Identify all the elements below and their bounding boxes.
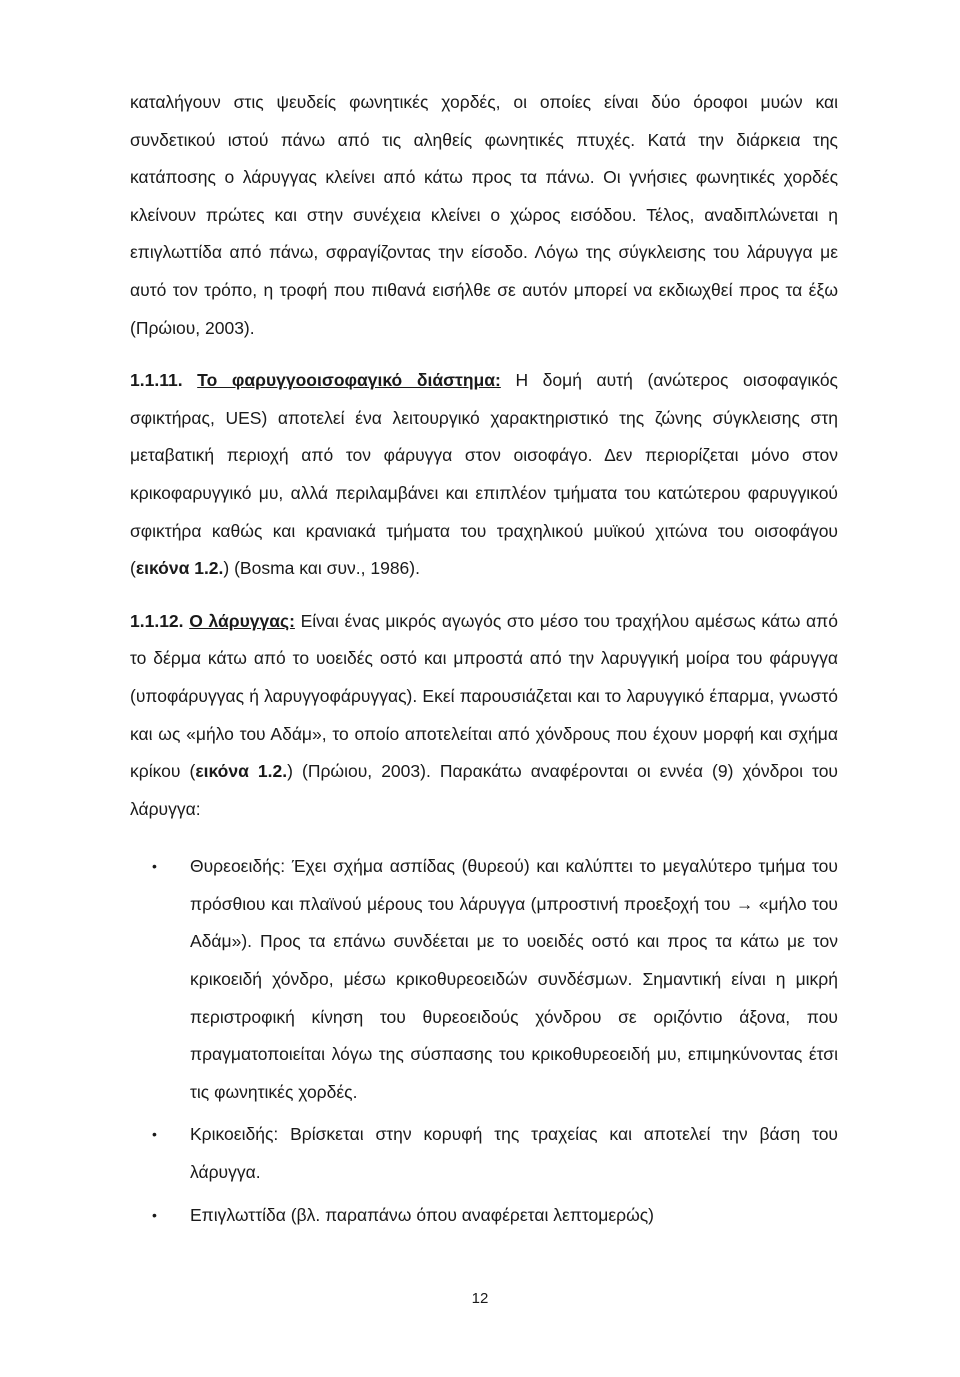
list-item-cricoid <box>130 1116 838 1191</box>
section-number: 1.1.11. <box>130 370 183 391</box>
list-item-thyroid <box>130 848 838 1111</box>
list-item-epiglottis <box>130 1197 838 1235</box>
section-text-end: ) (Bosma και συν., 1986). <box>223 558 420 579</box>
section-text-end: ) (Πρώιου, 2003). Παρακάτω αναφέρονται οι εννέα (9) χόνδροι του λάρυγγα: <box>130 761 839 819</box>
bullet-icon: • <box>152 1126 157 1143</box>
figure-reference: εικόνα 1.2. <box>195 761 288 782</box>
page-content <box>130 84 838 1239</box>
figure-reference: εικόνα 1.2. <box>135 558 224 579</box>
section-larynx <box>130 603 838 829</box>
list-item-text: Επιγλωττίδα (βλ. παραπάνω όπου αναφέρεται λεπτομερώς) <box>190 1204 655 1225</box>
section-pharyngoesophageal <box>130 362 838 588</box>
paragraph-swallowing: καταλήγουν στις ψευδείς φωνητικές χορδές, οι οποίες είναι δύο όροφοι μυών και συνδετικού ιστού πάνω από τις αληθείς φωνητικές πτυχές. Κατά την διάρκεια της κατάποσης ο λάρυγγας κλείνει από κάτω προς τα πάνω. Οι γνήσιες φωνητικές χορδές κλείνουν πρώτες και στην συνέχεια κλείνει ο χώρος εισόδου. Τέλος, αναδιπλώνεται η επιγλωττίδα από πάνω, σφραγίζοντας την είσοδο. Λόγω της σύγκλεισης του λάρυγγα με αυτό τον τρόπο, η τροφή που πιθανά εισήλθε σε αυτόν μπορεί να εκδιωχθεί προς τα έξω (Πρώιου, 2003). <box>130 92 838 338</box>
section-title: Το φαρυγγοοισοφαγικό διάστημα: <box>197 370 501 391</box>
section-number: 1.1.12. <box>130 610 184 631</box>
bullet-icon: • <box>152 1206 157 1223</box>
page-number: 12 <box>471 1290 489 1307</box>
list-item-text: Θυρεοειδής: Έχει σχήμα ασπίδας (θυρεού) και καλύπτει το μεγαλύτερο τμήμα του πρόσθιου και πλαϊνού μέρους του λάρυγγα (μπροστινή προεξοχή του → «μήλο του Αδάμ»). Προς τα επάνω συνδέεται με το υοειδές οστό και προς τα κάτω με τον κρικοειδή χόνδρο, μέσω κρικοθυρεοειδών συνδέσμων. Σημαντική είναι η μικρή περιστροφική κίνηση του θυρεοειδούς χόνδρου σε οριζόντιο άξονα, που πραγματοποιείται λόγω της σύσπασης του κρικοθυρεοειδή μυ, επιμηκύνοντας έτσι τις φωνητικές χορδές. <box>190 856 838 1102</box>
section-text: Η δομή αυτή (ανώτερος οισοφαγικός σφικτήρας, UES) αποτελεί ένα λειτουργικό χαρακτηριστικό της ζώνης σύγκλεισης στη μεταβατική περιοχή από τον φάρυγγα στον οισοφάγο. Δεν περιορίζεται μόνο στον κρικοφαρυγγικό μυ, αλλά περιλαμβάνει και επιπλέον τμήματα του κατώτερου φαρυγγικού σφικτήρα καθώς και κρανιακά τμήματα του τραχηλικού μυϊκού χιτώνα του οισοφάγου ( <box>130 370 838 579</box>
cartilage-list <box>130 848 838 1234</box>
section-text: Είναι ένας μικρός αγωγός στο μέσο του τραχήλου αμέσως κάτω από το δέρμα κάτω από το υοειδές οστό και μπροστά από την λαρυγγική μοίρα του φάρυγγα (υποφάρυγγας ή λαρυγγοφάρυγγας). Εκεί παρουσιάζεται και το λαρυγγικό έπαρμα, γνωστό και ως «μήλο του Αδάμ», το οποίο αποτελείται από χόνδρους που έχουν μορφή και σχήμα κρίκου ( <box>130 610 838 782</box>
section-title: Ο λάρυγγας: <box>189 610 295 631</box>
list-item-text: Κρικοειδής: Βρίσκεται στην κορυφή της τραχείας και αποτελεί την βάση του λάρυγγα. <box>190 1124 838 1183</box>
bullet-icon: • <box>152 858 157 875</box>
